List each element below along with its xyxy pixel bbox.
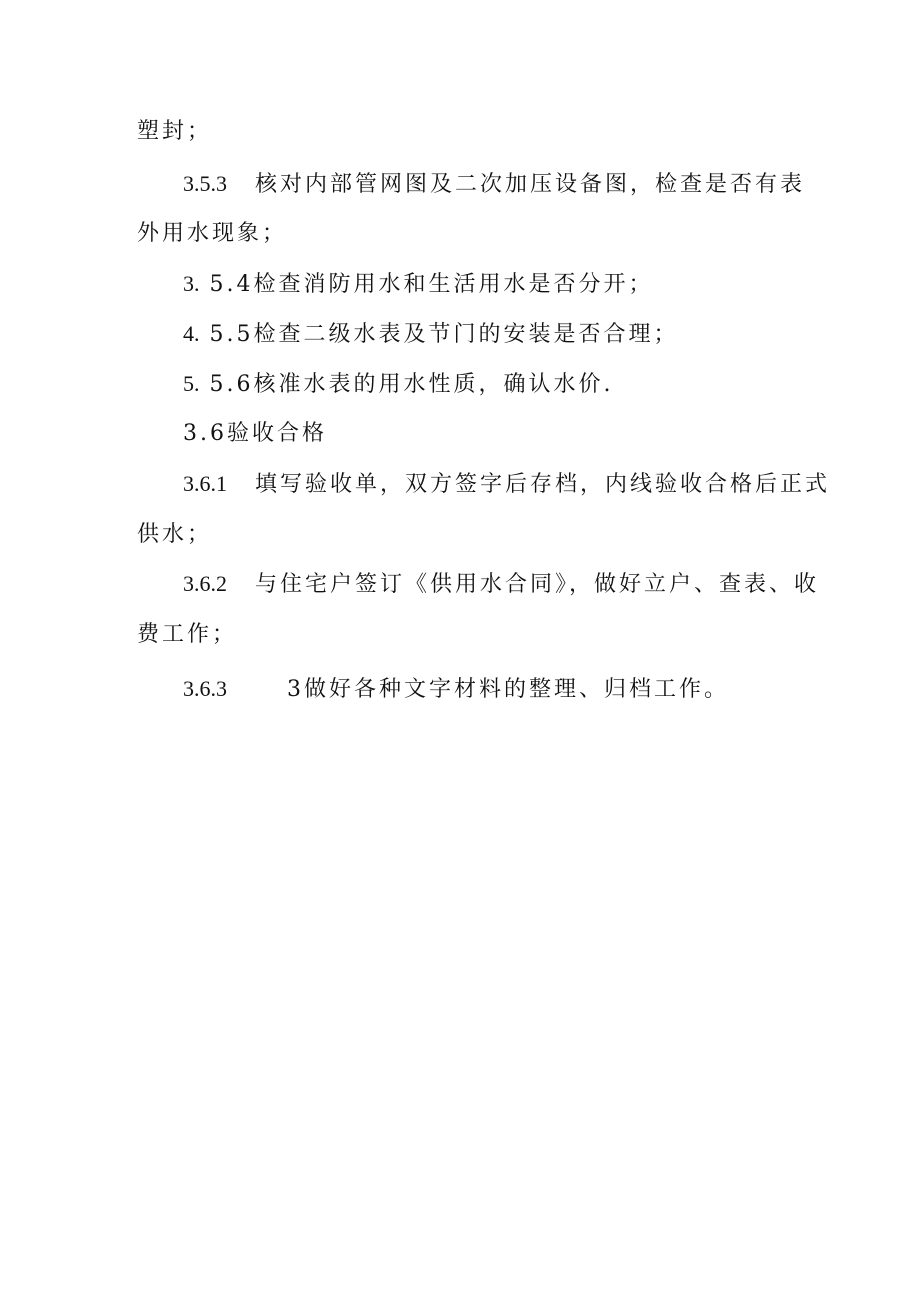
section-number: 3.6.3 bbox=[183, 676, 227, 701]
list-number: 3. bbox=[183, 271, 200, 296]
paragraph-line bbox=[137, 220, 287, 248]
paragraph-line bbox=[183, 320, 679, 349]
line-text: 3做好各种文字材料的整理、归档工作。 bbox=[287, 677, 729, 702]
line-text: 塑封； bbox=[137, 119, 213, 144]
line-text: 5.4检查消防用水和生活用水是否分开； bbox=[209, 272, 654, 297]
line-text: 外用水现象； bbox=[137, 221, 288, 246]
line-text: 3.6验收合格 bbox=[183, 421, 327, 446]
section-number: 3.6.1 bbox=[183, 471, 227, 496]
list-number: 4. bbox=[183, 321, 200, 346]
section-heading bbox=[183, 420, 327, 448]
line-text: 费工作； bbox=[137, 622, 238, 647]
paragraph-line bbox=[183, 470, 830, 499]
line-text: 供水； bbox=[137, 522, 213, 547]
paragraph-line bbox=[183, 675, 729, 704]
line-text: 核对内部管网图及二次加压设备图，检查是否有表 bbox=[255, 172, 806, 197]
line-text: 5.5检查二级水表及节门的安装是否合理； bbox=[209, 322, 679, 347]
section-number: 3.6.2 bbox=[183, 571, 227, 596]
paragraph-line bbox=[137, 118, 212, 146]
section-number: 3.5.3 bbox=[183, 171, 227, 196]
paragraph-line bbox=[137, 621, 237, 649]
list-number: 5. bbox=[183, 371, 200, 396]
paragraph-line bbox=[137, 521, 212, 549]
line-text: 5.6核准水表的用水性质，确认水价. bbox=[209, 372, 614, 397]
paragraph-line bbox=[183, 270, 654, 299]
line-text: 与住宅户签订《供用水合同》，做好立户、查表、收 bbox=[255, 572, 820, 597]
paragraph-line bbox=[183, 170, 805, 199]
paragraph-line bbox=[183, 370, 613, 399]
paragraph-line bbox=[183, 570, 819, 599]
line-text: 填写验收单，双方签字后存档，内线验收合格后正式 bbox=[255, 472, 831, 497]
